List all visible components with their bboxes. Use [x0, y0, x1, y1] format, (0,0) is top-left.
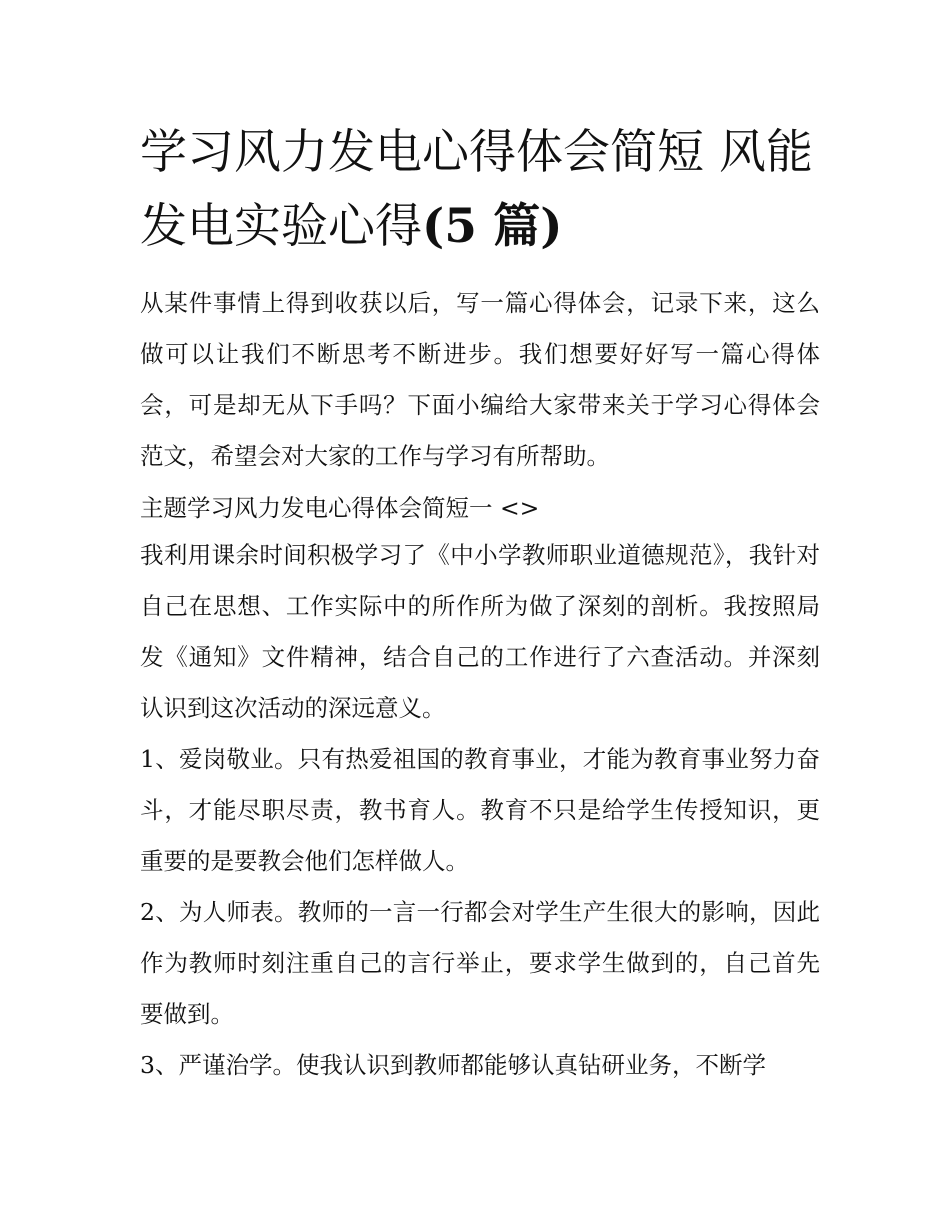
list-item-3: 3、严谨治学。使我认识到教师都能够认真钻研业务，不断学	[140, 1051, 766, 1079]
list-item-1: 1、爱岗敬业。只有热爱祖国的教育事业，才能为教育事业努力奋斗，才能尽职尽责，教书育人。教育不只是给学生传授知识，更重要的是要教会他们怎样做人。	[140, 745, 820, 875]
body-paragraph: 我利用课余时间积极学习了《中小学教师职业道德规范》，我针对自己在思想、工作实际中的所作所为做了深刻的剖析。我按照局发《通知》文件精神，结合自己的工作进行了六查活动。并深刻认识到这次活动的深远意义。	[140, 541, 820, 722]
list-item-2: 2、为人师表。教师的一言一行都会对学生产生很大的影响，因此作为教师时刻注重自己的言行举止，要求学生做到的，自己首先要做到。	[140, 898, 820, 1028]
title-text: 学习风力发电心得体会简短 风能发电实验心得	[140, 125, 813, 254]
section-heading: 主题学习风力发电心得体会简短一 <>	[140, 494, 540, 522]
document-title	[140, 116, 820, 264]
intro-paragraph: 从某件事情上得到收获以后，写一篇心得体会，记录下来，这么做可以让我们不断思考不断进步。我们想要好好写一篇心得体会，可是却无从下手吗？下面小编给大家带来关于学习心得体会范文，希望会对大家的工作与学习有所帮助。	[140, 289, 820, 470]
title-count: (5 篇)	[422, 199, 563, 254]
